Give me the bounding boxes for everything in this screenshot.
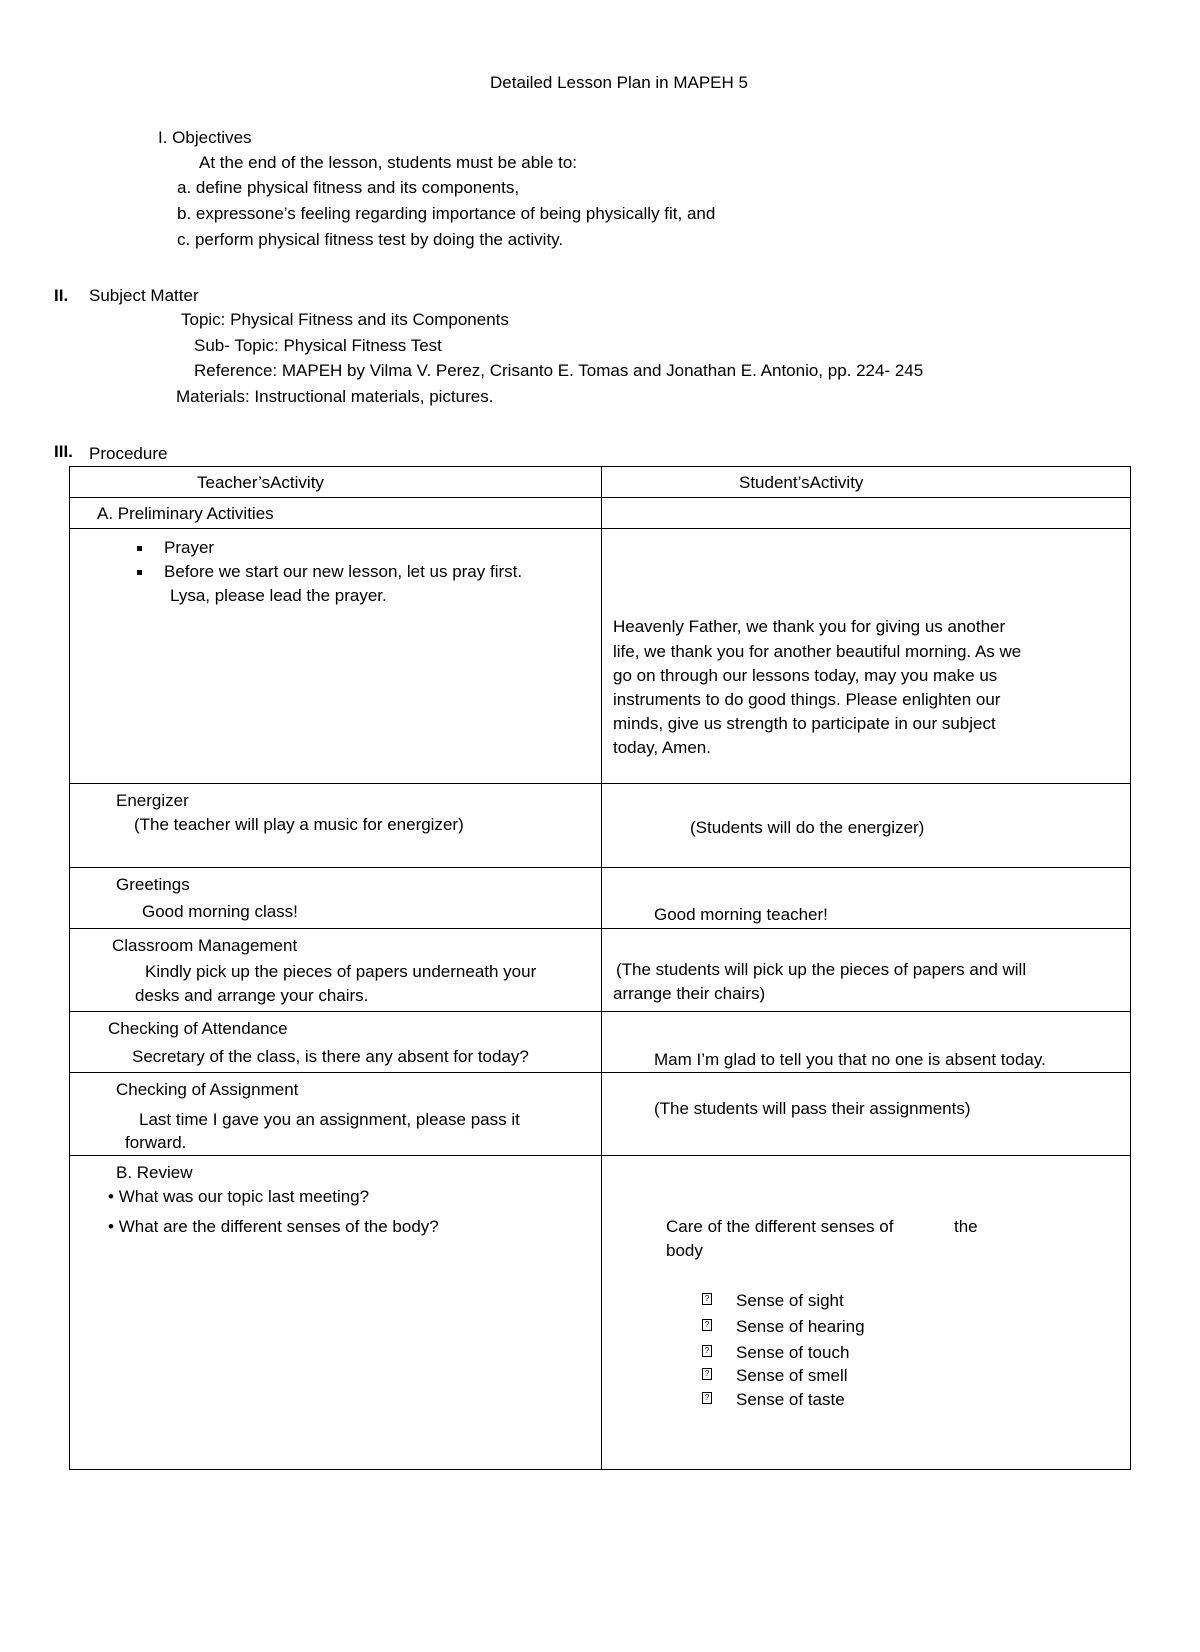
bullet-dot-icon: • [108, 1187, 119, 1206]
procedure-heading: Procedure [89, 444, 168, 463]
sense-taste-label: Sense of taste [736, 1390, 845, 1409]
table-header-row [70, 467, 1131, 498]
prayer-teacher-cell [70, 529, 602, 784]
review-answer-part2: the [954, 1217, 978, 1236]
greetings-student-text: Good morning teacher! [654, 905, 828, 924]
prayer-bullet [137, 536, 214, 559]
assignment-student-cell [602, 1073, 1131, 1156]
review-student-cell [602, 1156, 1131, 1470]
review-question-1 [108, 1185, 369, 1208]
sense-smell-label: Sense of smell [736, 1366, 848, 1385]
classroom-student-line2: arrange their chairs) [613, 984, 766, 1003]
subject-reference: Reference: MAPEH by Vilma V. Perez, Crisanto E. Tomas and Jonathan E. Antonio, pp. 224- 245 [194, 361, 924, 380]
prayer-student-cell [602, 529, 1131, 784]
table-row [70, 529, 1131, 784]
sense-item-sight [702, 1289, 844, 1312]
attendance-student-text: Mam I’m glad to tell you that no one is absent today. [654, 1050, 1046, 1069]
review-answer-part1: Care of the different senses of [666, 1217, 894, 1236]
assignment-heading: Checking of Assignment [116, 1080, 299, 1099]
prayer-instruction-bullet [137, 560, 522, 583]
classroom-heading: Classroom Management [112, 936, 298, 955]
greetings-teacher-cell [70, 868, 602, 929]
energizer-student-text: (Students will do the energizer) [690, 818, 925, 837]
table-row [70, 868, 1131, 929]
checkbox-glyph-icon: ? [702, 1345, 712, 1357]
review-heading: B. Review [116, 1163, 193, 1182]
sense-item-taste [702, 1388, 845, 1411]
document-title: Detailed Lesson Plan in MAPEH 5 [490, 73, 748, 92]
checkbox-glyph-icon: ? [702, 1392, 712, 1404]
section-preliminary-activities: A. Preliminary Activities [97, 504, 274, 523]
objective-item-b: b. expressone’s feeling regarding importance of being physically fit, and [177, 204, 716, 223]
attendance-heading: Checking of Attendance [108, 1019, 288, 1038]
preliminary-teacher-cell [70, 498, 602, 529]
review-question-1-text: What was our topic last meeting? [118, 1187, 370, 1206]
prayer-student-line-1: Heavenly Father, we thank you for giving us another [613, 617, 1006, 636]
assignment-teacher-line2: forward. [125, 1133, 187, 1152]
sense-touch-label: Sense of touch [736, 1343, 850, 1362]
header-student-activity: Student’sActivity [739, 473, 864, 492]
preliminary-student-cell [602, 498, 1131, 529]
header-teacher-activity: Teacher’sActivity [197, 473, 324, 492]
objective-item-a: a. define physical fitness and its components, [177, 178, 520, 197]
energizer-heading: Energizer [116, 791, 189, 810]
subject-sub-topic: Sub- Topic: Physical Fitness Test [194, 336, 442, 355]
square-bullet-icon [137, 546, 142, 551]
sense-item-touch [702, 1341, 849, 1364]
checkbox-glyph-icon: ? [702, 1293, 712, 1305]
subject-matter-heading: Subject Matter [89, 286, 199, 305]
table-row [70, 1012, 1131, 1073]
greetings-teacher-text: Good morning class! [142, 902, 298, 921]
sense-hearing-label: Sense of hearing [736, 1317, 865, 1336]
objectives-intro: At the end of the lesson, students must be able to: [199, 153, 578, 172]
classroom-student-line1: (The students will pick up the pieces of papers and will [616, 960, 1027, 979]
classroom-teacher-line1: Kindly pick up the pieces of papers underneath your [145, 962, 537, 981]
classroom-teacher-line2: desks and arrange your chairs. [135, 986, 369, 1005]
greetings-heading: Greetings [116, 875, 190, 894]
sense-item-hearing [702, 1315, 865, 1338]
prayer-student-line-4: instruments to do good things. Please enlighten our [613, 690, 1001, 709]
energizer-teacher-cell [70, 784, 602, 868]
square-bullet-icon [137, 570, 142, 575]
subject-matter-numeral: II. [54, 286, 69, 305]
prayer-student-line-3: go on through our lessons today, may you make us [613, 666, 998, 685]
assignment-teacher-cell [70, 1073, 602, 1156]
procedure-numeral: III. [54, 442, 73, 461]
prayer-instruction-line2: Lysa, please lead the prayer. [170, 586, 387, 605]
energizer-student-cell [602, 784, 1131, 868]
subject-materials: Materials: Instructional materials, pictures. [176, 387, 494, 406]
greetings-student-cell [602, 868, 1131, 929]
prayer-label: Prayer [164, 538, 215, 557]
objectives-heading: I. Objectives [158, 128, 252, 147]
procedure-table [69, 466, 1131, 1470]
assignment-student-text: (The students will pass their assignments) [654, 1099, 971, 1118]
prayer-student-line-2: life, we thank you for another beautiful morning. As we [613, 642, 1022, 661]
bullet-dot-icon: • [108, 1217, 119, 1236]
energizer-teacher-text: (The teacher will play a music for energizer) [134, 815, 464, 834]
table-row [70, 1156, 1131, 1470]
header-student-cell [602, 467, 1131, 498]
sense-sight-label: Sense of sight [736, 1291, 844, 1310]
prayer-instruction-line1: Before we start our new lesson, let us pray first. [164, 562, 523, 581]
attendance-teacher-text: Secretary of the class, is there any absent for today? [132, 1047, 529, 1066]
sense-item-smell [702, 1364, 848, 1387]
review-question-2 [108, 1215, 439, 1238]
checkbox-glyph-icon: ? [702, 1368, 712, 1380]
assignment-teacher-line1: Last time I gave you an assignment, please pass it [139, 1110, 520, 1129]
objective-item-c: c. perform physical fitness test by doing the activity. [177, 230, 564, 249]
prayer-student-line-5: minds, give us strength to participate in our subject [613, 714, 996, 733]
attendance-student-cell [602, 1012, 1131, 1073]
review-question-2-text: What are the different senses of the body? [118, 1217, 439, 1236]
prayer-student-line-6: today, Amen. [613, 738, 711, 757]
attendance-teacher-cell [70, 1012, 602, 1073]
review-answer-part3: body [666, 1241, 703, 1260]
classroom-student-cell [602, 929, 1131, 1012]
table-row [70, 784, 1131, 868]
table-row [70, 1073, 1131, 1156]
subject-topic: Topic: Physical Fitness and its Components [181, 310, 509, 329]
header-teacher-cell [70, 467, 602, 498]
table-row [70, 929, 1131, 1012]
checkbox-glyph-icon: ? [702, 1319, 712, 1331]
table-row [70, 498, 1131, 529]
classroom-teacher-cell [70, 929, 602, 1012]
review-teacher-cell [70, 1156, 602, 1470]
